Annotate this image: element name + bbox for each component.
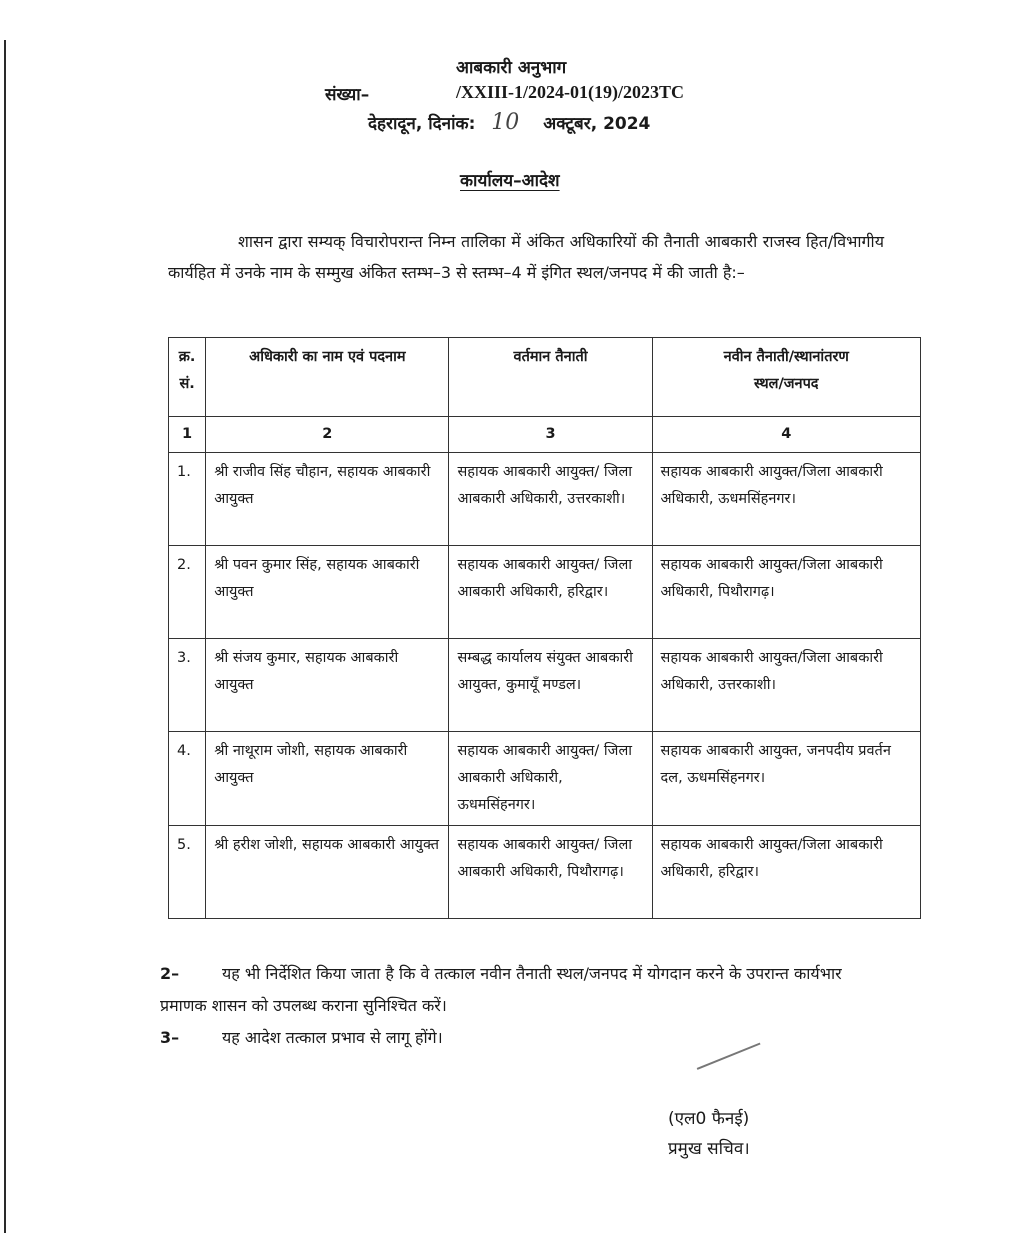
page-edge-rule: [4, 40, 6, 1233]
date-prefix: देहरादून, दिनांक:: [368, 114, 476, 134]
serial-number: 1.: [169, 453, 206, 546]
serial-number: 5.: [169, 826, 206, 919]
officer-name: श्री नाथूराम जोशी, सहायक आबकारी आयुक्त: [206, 732, 449, 826]
column-number: 4: [652, 417, 920, 453]
current-posting: सहायक आबकारी आयुक्त/ जिला आबकारी अधिकारी, पिथौरागढ़।: [449, 826, 652, 919]
document-title: कार्यालय–आदेश: [460, 171, 560, 191]
paragraph-number: 2–: [160, 964, 180, 983]
date-day-handwritten: 10: [491, 110, 520, 135]
new-posting: सहायक आबकारी आयुक्त, जनपदीय प्रवर्तन दल, ऊधमसिंहनगर।: [652, 732, 920, 826]
table-row: [169, 826, 921, 919]
header-new-posting: [652, 338, 920, 417]
current-posting: सहायक आबकारी आयुक्त/ जिला आबकारी अधिकारी, हरिद्वार।: [449, 546, 652, 639]
intro-paragraph: शासन द्वारा सम्यक् विचारोपरान्त निम्न तालिका में अंकित अधिकारियों की तैनाती आबकारी राजस्व हित/विभागीय कार्यहित में उनके नाम के सम्मुख अंकित स्तम्भ–3 से स्तम्भ–4 में इंगित स्थल/जनपद में की जाती है:–: [168, 232, 884, 282]
table-row: [169, 453, 921, 546]
new-posting: सहायक आबकारी आयुक्त/जिला आबकारी अधिकारी, हरिद्वार।: [652, 826, 920, 919]
officer-name: श्री संजय कुमार, सहायक आबकारी आयुक्त: [206, 639, 449, 732]
date-month-year: अक्टूबर, 2024: [543, 114, 651, 134]
serial-number: 3.: [169, 639, 206, 732]
paragraph-3: [160, 1022, 880, 1054]
header-current-posting: वर्तमान तैनाती: [449, 338, 652, 417]
header-serial-line2: सं.: [179, 376, 195, 392]
date-line: [368, 110, 650, 135]
header-officer-name: अधिकारी का नाम एवं पदनाम: [206, 338, 449, 417]
department-name: आबकारी अनुभाग: [456, 58, 567, 78]
table-row: [169, 732, 921, 826]
paragraph-text: यह आदेश तत्काल प्रभाव से लागू होंगे।: [222, 1028, 443, 1047]
paragraph-number: 3–: [160, 1028, 180, 1047]
table-header-row: [169, 338, 921, 417]
signatory-name: (एल0 फैनई): [668, 1109, 750, 1129]
serial-number: 4.: [169, 732, 206, 826]
paragraph-text: यह भी निर्देशित किया जाता है कि वे तत्काल नवीन तैनाती स्थल/जनपद में योगदान करने के उपरान्त कार्यभार प्रमाणक शासन को उपलब्ध कराना सुनिश्चित करें।: [160, 964, 842, 1015]
header-serial-line1: क्र.: [178, 349, 196, 365]
header-serial: [169, 338, 206, 417]
signatory-designation: प्रमुख सचिव।: [668, 1139, 750, 1159]
column-number: 1: [169, 417, 206, 453]
current-posting: सहायक आबकारी आयुक्त/ जिला आबकारी अधिकारी, ऊधमसिंहनगर।: [449, 732, 652, 826]
column-number: 3: [449, 417, 652, 453]
table-row: [169, 639, 921, 732]
officer-name: श्री पवन कुमार सिंह, सहायक आबकारी आयुक्त: [206, 546, 449, 639]
header-new-posting-line1: नवीन तैनाती/स्थानांतरण: [723, 349, 849, 365]
new-posting: सहायक आबकारी आयुक्त/जिला आबकारी अधिकारी, ऊधमसिंहनगर।: [652, 453, 920, 546]
paragraph-2: [160, 958, 880, 1022]
new-posting: सहायक आबकारी आयुक्त/जिला आबकारी अधिकारी, उत्तरकाशी।: [652, 639, 920, 732]
column-number: 2: [206, 417, 449, 453]
order-number-value: /XXIII-1/2024-01(19)/2023TC: [456, 82, 684, 102]
current-posting: सम्बद्ध कार्यालय संयुक्त आबकारी आयुक्त, कुमायूँ मण्डल।: [449, 639, 652, 732]
header-new-posting-line2: स्थल/जनपद: [754, 376, 819, 392]
officer-name: श्री राजीव सिंह चौहान, सहायक आबकारी आयुक्त: [206, 453, 449, 546]
serial-number: 2.: [169, 546, 206, 639]
order-number-label: संख्या–: [325, 85, 370, 105]
new-posting: सहायक आबकारी आयुक्त/जिला आबकारी अधिकारी, पिथौरागढ़।: [652, 546, 920, 639]
table-row: [169, 546, 921, 639]
current-posting: सहायक आबकारी आयुक्त/ जिला आबकारी अधिकारी, उत्तरकाशी।: [449, 453, 652, 546]
posting-table: [168, 337, 921, 919]
officer-name: श्री हरीश जोशी, सहायक आबकारी आयुक्त: [206, 826, 449, 919]
column-number-row: [169, 417, 921, 453]
